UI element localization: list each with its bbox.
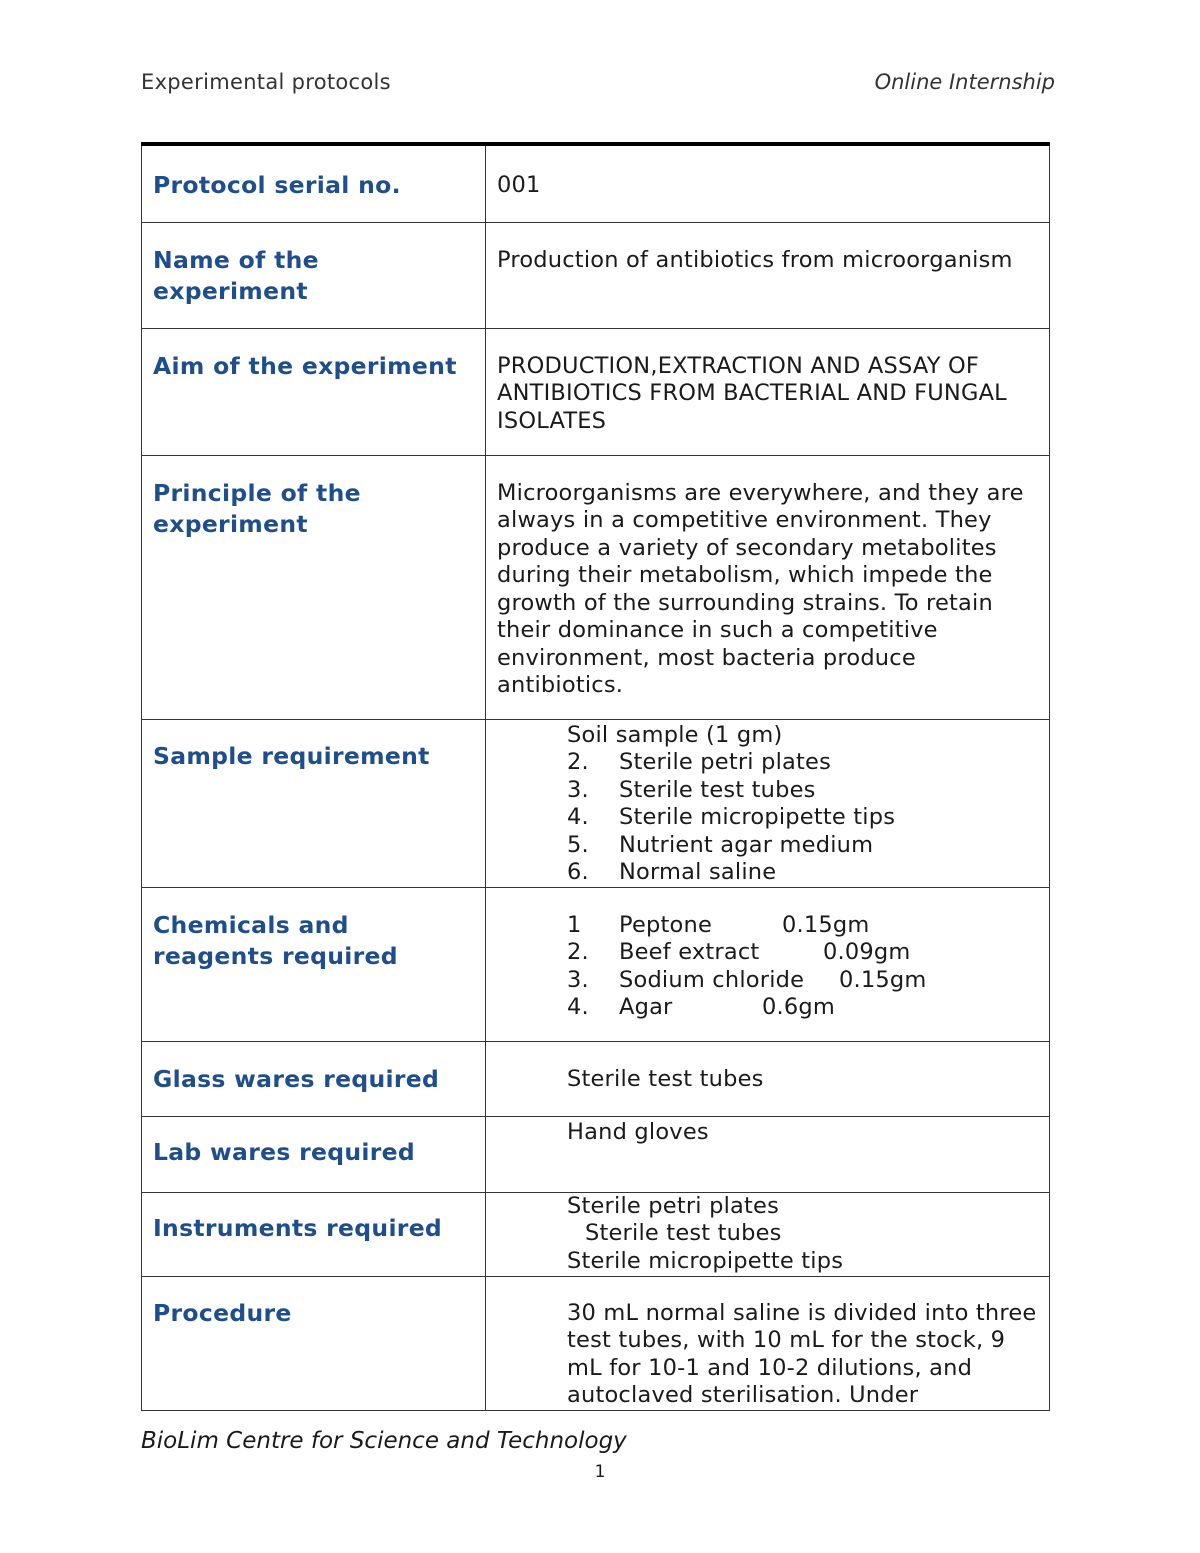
chemical-list-item: [567, 912, 1039, 940]
label-chemicals: Chemicals and reagents required: [142, 887, 486, 1041]
chemical-item-name: Peptone: [619, 911, 712, 938]
value-experiment-name: Production of antibiotics from microorganism: [486, 222, 1050, 328]
chemical-item-amount: 0.09gm: [823, 939, 911, 965]
label-aim: Aim of the experiment: [142, 328, 486, 455]
label-sample-requirement: Sample requirement: [142, 719, 486, 887]
instrument-item: Sterile petri plates: [567, 1192, 780, 1219]
chemical-item-name: Sodium chloride: [619, 966, 805, 993]
sample-list-item: [567, 777, 1039, 805]
sample-item-text: Sterile test tubes: [619, 776, 816, 803]
chemical-item-name: Agar: [619, 994, 673, 1020]
sample-item-text: Nutrient agar medium: [619, 831, 874, 858]
row-instruments: [142, 1192, 1050, 1276]
row-experiment-name: [142, 222, 1050, 328]
label-procedure: Procedure: [142, 1276, 486, 1410]
sample-item-number: 3.: [567, 776, 589, 803]
sample-list-item: [567, 859, 1039, 887]
label-lab-wares: Lab wares required: [142, 1116, 486, 1192]
label-glass-wares: Glass wares required: [142, 1041, 486, 1116]
label-serial-no: Protocol serial no.: [142, 144, 486, 222]
chemical-item-amount: 0.15gm: [839, 966, 927, 993]
sample-item-number: 4.: [567, 804, 589, 830]
instrument-item: Sterile test tubes: [585, 1220, 782, 1246]
chemical-item-number: 2.: [567, 939, 589, 965]
sample-item-number: 2.: [567, 749, 589, 775]
instrument-item: Sterile micropipette tips: [567, 1247, 844, 1274]
value-lab-wares: Hand gloves: [486, 1116, 1050, 1192]
footer-organization: BioLim Centre for Science and Technology: [141, 1428, 627, 1454]
sample-item-number: 6.: [567, 859, 589, 885]
value-instruments: [486, 1192, 1050, 1276]
sample-list-item: [567, 749, 1039, 777]
value-chemicals: [486, 887, 1050, 1041]
sample-list: [497, 722, 1039, 887]
chemical-item-amount: 0.15gm: [782, 911, 870, 938]
sample-item-text: Sterile petri plates: [619, 749, 832, 775]
value-glass-wares: Sterile test tubes: [486, 1041, 1050, 1116]
row-serial-no: [142, 144, 1050, 222]
label-experiment-name: Name of the experiment: [142, 222, 486, 328]
value-sample-requirement: [486, 719, 1050, 887]
sample-item-number: 5.: [567, 831, 589, 858]
sample-item-text: Sterile micropipette tips: [619, 804, 896, 830]
page-number: 1: [594, 1462, 606, 1482]
value-principle: Microorganisms are everywhere, and they are always in a competitive environment. They produce a variety of secondary metabolites during their metabolism, which impede the growth of the surrounding strains. To retain their dominance in such a competitive environment, most bacteria produce antibiotics.: [486, 455, 1050, 719]
protocol-table: [141, 142, 1050, 1411]
label-instruments: Instruments required: [142, 1192, 486, 1276]
row-principle: [142, 455, 1050, 719]
row-chemicals: [142, 887, 1050, 1041]
sample-list-item: [567, 804, 1039, 832]
chemical-item-number: 1: [567, 911, 582, 938]
header-document-title: Experimental protocols: [141, 70, 391, 94]
value-aim: PRODUCTION,EXTRACTION AND ASSAY OF ANTIBIOTICS FROM BACTERIAL AND FUNGAL ISOLATES: [486, 328, 1050, 455]
row-lab-wares: [142, 1116, 1050, 1192]
sample-list-item: [567, 832, 1039, 860]
sample-list-item: [567, 722, 1039, 750]
header-program-name: Online Internship: [874, 70, 1055, 94]
sample-item-text: Soil sample (1 gm): [567, 721, 783, 748]
chemical-item-number: 4.: [567, 994, 589, 1020]
chemicals-list: [497, 912, 1039, 1022]
row-procedure: [142, 1276, 1050, 1410]
chemical-item-name: Beef extract: [619, 939, 760, 965]
row-sample-requirement: [142, 719, 1050, 887]
chemical-item-amount: 0.6gm: [762, 994, 835, 1020]
value-serial-no: 001: [486, 144, 1050, 222]
value-procedure: 30 mL normal saline is divided into three test tubes, with 10 mL for the stock, 9 mL for 10-1 and 10-2 dilutions, and autoclaved sterilisation. Under: [486, 1276, 1050, 1410]
chemical-list-item: [567, 939, 1039, 967]
chemical-list-item: [567, 967, 1039, 995]
label-principle: Principle of the experiment: [142, 455, 486, 719]
chemical-item-number: 3.: [567, 966, 589, 993]
row-aim: [142, 328, 1050, 455]
row-glass-wares: [142, 1041, 1050, 1116]
sample-item-text: Normal saline: [619, 859, 777, 885]
chemical-list-item: [567, 994, 1039, 1022]
